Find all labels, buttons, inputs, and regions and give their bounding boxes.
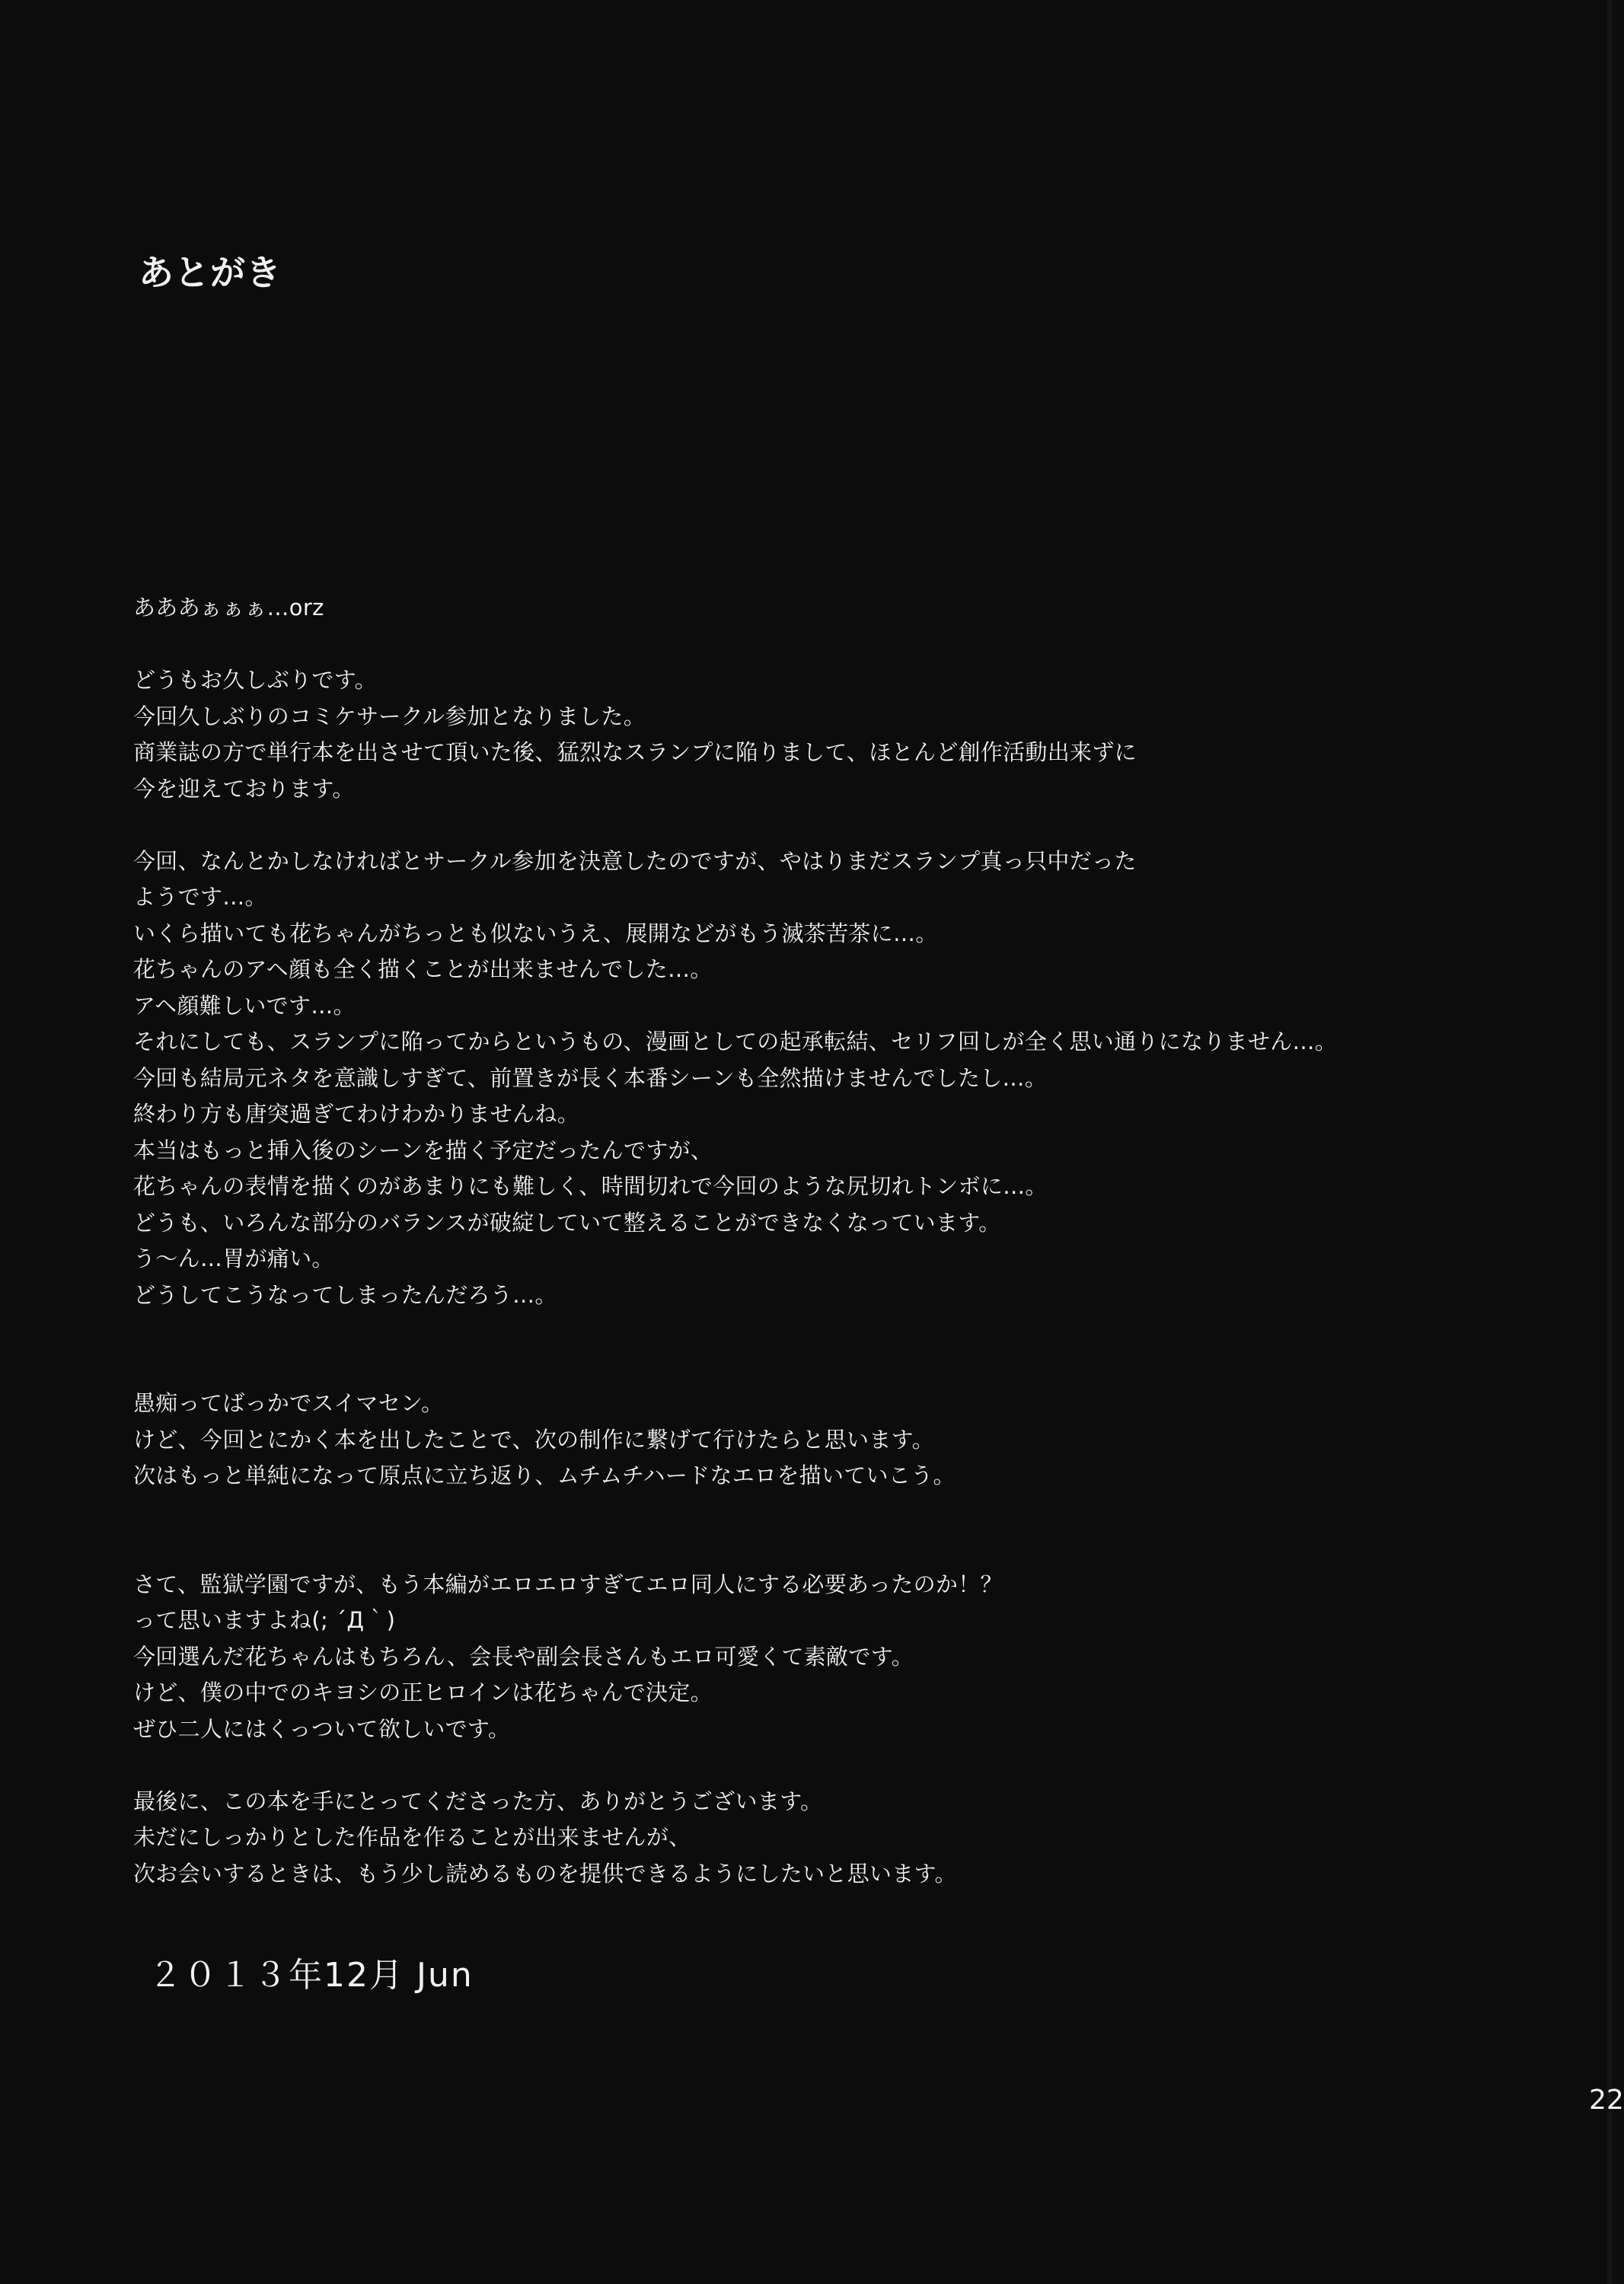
text-line: 今回も結局元ネタを意識しすぎて、前置きが長く本番シーンも全然描けませんでしたし…。 bbox=[133, 1064, 1048, 1091]
signature-date-author: ２０１３年12月 Jun bbox=[148, 1956, 474, 1995]
text-line: けど、僕の中でのキヨシの正ヒロインは花ちゃんで決定。 bbox=[133, 1680, 713, 1705]
paragraph-gap bbox=[133, 1313, 1504, 1350]
paragraph-gap bbox=[133, 627, 1504, 663]
text-line: いくら描いても花ちゃんがちっとも似ないうえ、展開などがもう滅茶苦茶に…。 bbox=[133, 920, 938, 946]
afterword-heading: あとがき bbox=[139, 252, 282, 293]
text-line: 次はもっと単純になって原点に立ち返り、ムチムチハードなエロを描いていこう。 bbox=[133, 1463, 956, 1488]
paragraph-gap bbox=[133, 1350, 1504, 1386]
text-line: 今を迎えております。 bbox=[133, 775, 355, 802]
text-line: 次お会いするときは、もう少し読めるものを提供できるようにしたいと思います。 bbox=[133, 1860, 957, 1887]
text-line: 花ちゃんのアヘ顔も全く描くことが出来ませんでした…。 bbox=[133, 956, 713, 982]
paragraph-gap bbox=[133, 1494, 1504, 1531]
text-line: 本当はもっと挿入後のシーンを描く予定だったんですが、 bbox=[133, 1137, 713, 1163]
text-line: さて、監獄学園ですが、もう本編がエロエロすぎてエロ同人にする必要あったのか！？ bbox=[133, 1571, 1003, 1597]
text-line: 今回選んだ花ちゃんはもちろん、会長や副会長さんもエロ可愛くて素敵です。 bbox=[133, 1643, 914, 1670]
text-line: 商業誌の方で単行本を出させて頂いた後、猛烈なスランプに陥りまして、ほとんど創作活動出来ずに bbox=[133, 739, 1137, 765]
paragraph-gap bbox=[133, 1747, 1504, 1784]
text-line: 未だにしっかりとした作品を作ることが出来ませんが、 bbox=[133, 1824, 691, 1850]
text-line: アヘ顔難しいです…。 bbox=[133, 992, 356, 1019]
text-line: あああぁぁぁ…orz bbox=[133, 595, 324, 620]
paragraph-gap bbox=[133, 1530, 1504, 1567]
text-line: 最後に、この本を手にとってくださった方、ありがとうございます。 bbox=[133, 1788, 823, 1814]
text-line: 今回、なんとかしなければとサークル参加を決意したのですが、やはりまだスランプ真っ只中だった bbox=[133, 847, 1137, 874]
text-line: 花ちゃんの表情を描くのがあまりにも難しく、時間切れで今回のような尻切れトンボに…。 bbox=[133, 1173, 1048, 1199]
text-line: 愚痴ってばっかでスイマセン。 bbox=[133, 1390, 444, 1416]
text-line: 終わり方も唐突過ぎてわけわかりませんね。 bbox=[133, 1101, 580, 1127]
text-line: って思いますよね(; ´Д｀) bbox=[133, 1607, 396, 1633]
afterword-body bbox=[133, 590, 1504, 1892]
text-line: どうも、いろんな部分のバランスが破綻していて整えることができなくなっています。 bbox=[133, 1209, 1001, 1236]
text-line: けど、今回とにかく本を出したことで、次の制作に繋げて行けたらと思います。 bbox=[133, 1426, 934, 1453]
paragraph-gap bbox=[133, 807, 1504, 844]
text-line: それにしても、スランプに陥ってからというもの、漫画としての起承転結、セリフ回しが全く思い通りになりません…。 bbox=[133, 1029, 1338, 1054]
text-line: どうしてこうなってしまったんだろう…。 bbox=[133, 1281, 557, 1308]
binding-edge bbox=[1607, 0, 1612, 2284]
text-line: どうもお久しぶりです。 bbox=[133, 667, 377, 693]
text-line: ようです…。 bbox=[133, 884, 267, 910]
page-number: 22 bbox=[1589, 2085, 1624, 2116]
text-line: う～ん…胃が痛い。 bbox=[133, 1246, 334, 1271]
text-line: ぜひ二人にはくっついて欲しいです。 bbox=[133, 1715, 511, 1742]
text-line: 今回久しぶりのコミケサークル参加となりました。 bbox=[133, 703, 646, 729]
